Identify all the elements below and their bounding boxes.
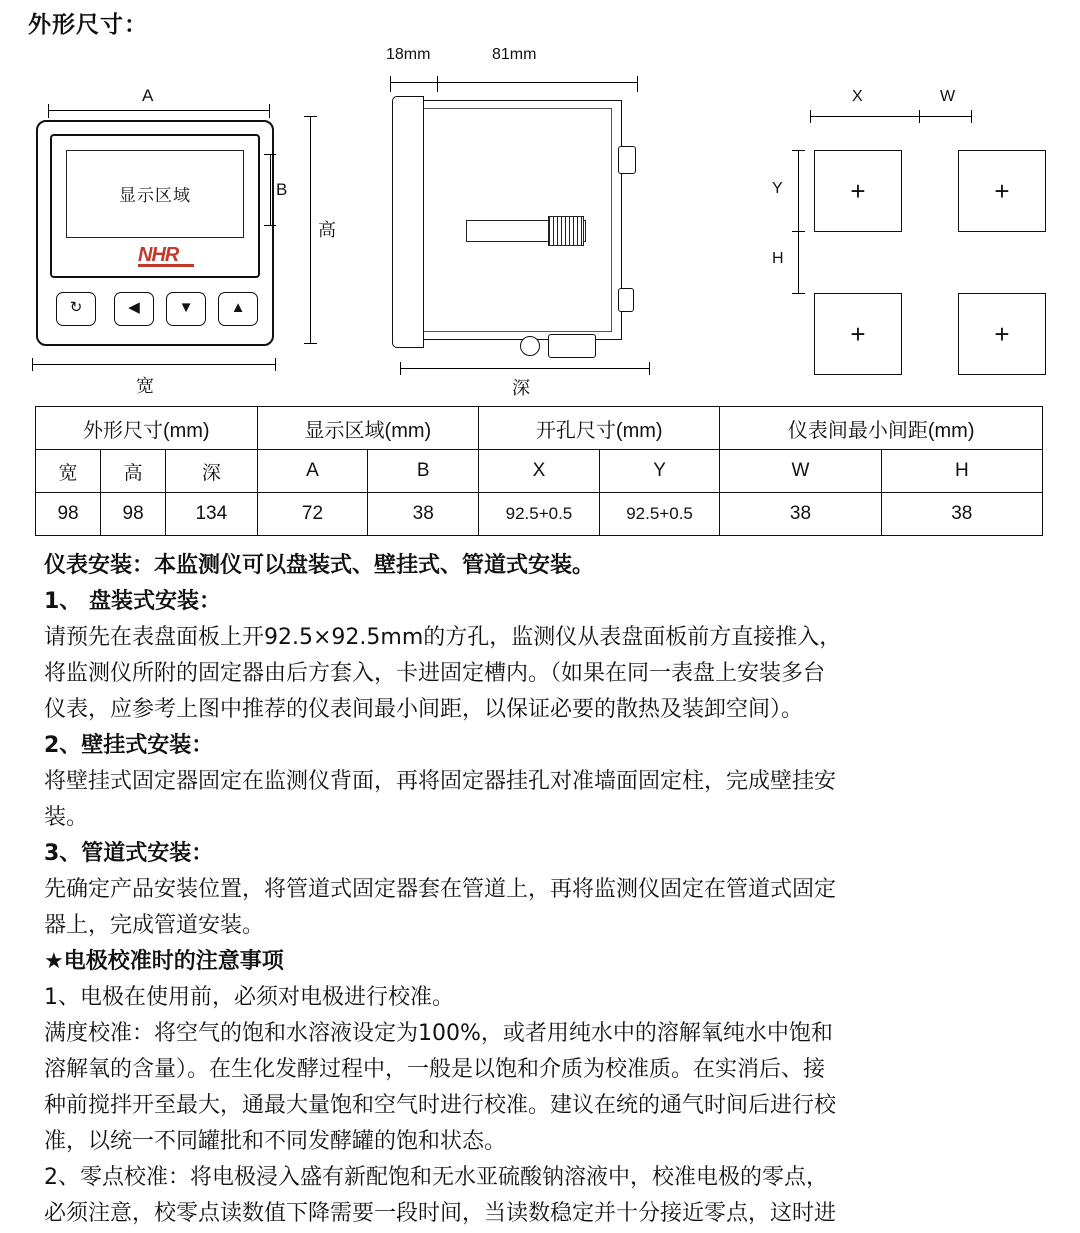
table-row-groups bbox=[36, 407, 1043, 450]
down-button[interactable]: ▼ bbox=[166, 292, 206, 326]
col-header-w: W bbox=[720, 450, 881, 493]
text-line: 3、管道式安装： bbox=[44, 841, 214, 866]
side-view-front-dim: 18mm bbox=[386, 46, 431, 63]
cutout-spacing-diagram bbox=[772, 38, 1080, 378]
width-tick-left bbox=[32, 358, 33, 371]
value-w: 38 bbox=[720, 493, 881, 536]
side-view-clip-top bbox=[618, 146, 636, 174]
dimension-diagrams bbox=[0, 38, 1080, 398]
value-b: 38 bbox=[368, 493, 479, 536]
center-cross-icon: + bbox=[850, 319, 866, 349]
side-dim-tick-1 bbox=[390, 76, 391, 92]
height-label: 高 bbox=[318, 220, 336, 240]
width-label: 宽 bbox=[136, 376, 154, 396]
dim-a-tick-right bbox=[269, 104, 270, 118]
cutout-square-top-left bbox=[814, 150, 902, 232]
panel-inner-frame bbox=[50, 134, 260, 278]
front-view-dim-a-label: A bbox=[142, 86, 154, 105]
table-row-values bbox=[36, 493, 1043, 536]
cutout-square-bottom-right bbox=[958, 293, 1046, 375]
text-line: 溶解氧的含量）。在生化发酵过程中，一般是以饱和介质为校准质。在实消后、接 bbox=[44, 1057, 826, 1082]
height-tick-top bbox=[304, 116, 317, 117]
value-depth: 134 bbox=[166, 493, 257, 536]
text-line: 装。 bbox=[44, 805, 89, 830]
text-line: 器上，完成管道安装。 bbox=[44, 913, 265, 938]
cutout-square-bottom-left bbox=[814, 293, 902, 375]
reset-button[interactable]: ↻ bbox=[56, 292, 96, 326]
text-line: 请预先在表盘面板上开92.5×92.5mm的方孔，监测仪从表盘面板前方直接推入， bbox=[44, 625, 842, 650]
text-line: 将监测仪所附的固定器由后方套入，卡进固定槽内。（如果在同一表盘上安装多台 bbox=[44, 661, 826, 686]
display-area-label: 显示区域 bbox=[119, 186, 191, 205]
width-dim-line bbox=[32, 364, 276, 365]
width-tick-right bbox=[275, 358, 276, 371]
side-view-clip-bottom bbox=[618, 288, 634, 312]
text-line: 1、 盘装式安装： bbox=[44, 589, 221, 614]
text-line: 满度校准：将空气的饱和水溶液设定为100%，或者用纯水中的溶解氧纯水中饱和 bbox=[44, 1021, 833, 1046]
text-line: 种前搅拌开至最大，通最大量饱和空气时进行校准。建议在统的通气时间后进行校 bbox=[44, 1093, 837, 1118]
col-header-b: B bbox=[368, 450, 479, 493]
group-header-outer-dims: 外形尺寸(mm) bbox=[36, 407, 258, 450]
brand-logo-text: NHR bbox=[138, 244, 179, 266]
text-line: 将壁挂式固定器固定在监测仪背面，再将固定器挂孔对准墙面固定柱，完成壁挂安 bbox=[44, 769, 837, 794]
dim-y-label: Y bbox=[772, 180, 783, 197]
center-cross-icon: + bbox=[994, 176, 1010, 206]
depth-dim-line bbox=[400, 368, 650, 369]
dim-x-line bbox=[810, 116, 920, 117]
dim-b-tick-bottom bbox=[264, 225, 276, 226]
group-header-cutout: 开孔尺寸(mm) bbox=[479, 407, 720, 450]
value-height: 98 bbox=[101, 493, 166, 536]
dimension-table bbox=[35, 406, 1043, 536]
dim-y-tick-bottom bbox=[792, 231, 805, 232]
col-header-width: 宽 bbox=[36, 450, 101, 493]
side-view-front-bezel bbox=[392, 96, 424, 348]
text-line: 先确定产品安装位置，将管道式固定器套在管道上，再将监测仪固定在管道式固定 bbox=[44, 877, 837, 902]
instruction-text bbox=[44, 548, 1040, 1232]
dim-b-label: B bbox=[276, 180, 288, 199]
center-cross-icon: + bbox=[850, 176, 866, 206]
dim-b-tick-top bbox=[264, 154, 276, 155]
dim-b-line bbox=[270, 154, 271, 226]
value-x: 92.5+0.5 bbox=[479, 493, 600, 536]
value-width: 98 bbox=[36, 493, 101, 536]
text-line: 必须注意，校零点读数值下降需要一段时间，当读数稳定并十分接近零点，这时进 bbox=[44, 1201, 837, 1226]
dim-a-tick-left bbox=[48, 104, 49, 118]
text-line: 仪表，应参考上图中推荐的仪表间最小间距，以保证必要的散热及装卸空间）。 bbox=[44, 697, 804, 722]
col-header-x: X bbox=[479, 450, 600, 493]
group-header-min-spacing: 仪表间最小间距(mm) bbox=[720, 407, 1043, 450]
col-header-y: Y bbox=[599, 450, 720, 493]
display-screen bbox=[66, 150, 244, 238]
dim-w-label: W bbox=[940, 88, 956, 105]
col-header-depth: 深 bbox=[166, 450, 257, 493]
depth-tick-left bbox=[400, 362, 401, 375]
side-view-top-dim-line bbox=[390, 82, 638, 83]
side-view-depth-dim: 81mm bbox=[492, 46, 537, 63]
value-a: 72 bbox=[257, 493, 368, 536]
text-line: 仪表安装：本监测仪可以盘装式、壁挂式、管道式安装。 bbox=[44, 553, 595, 578]
button-row bbox=[52, 292, 258, 328]
dim-x-tick-left bbox=[810, 110, 811, 123]
text-line: 2、壁挂式安装： bbox=[44, 733, 214, 758]
dim-y-line bbox=[798, 150, 799, 232]
dim-h-line bbox=[798, 232, 799, 294]
col-header-h: H bbox=[881, 450, 1042, 493]
up-button[interactable]: ▲ bbox=[218, 292, 258, 326]
side-view-screw bbox=[520, 336, 540, 356]
text-line: 2、零点校准：将电极浸入盛有新配饱和无水亚硫酸钠溶液中，校准电极的零点， bbox=[44, 1165, 828, 1190]
text-line: ★电极校准时的注意事项 bbox=[44, 949, 284, 974]
side-dim-tick-2 bbox=[437, 76, 438, 92]
side-view-connector-hatch bbox=[548, 216, 584, 246]
col-header-height: 高 bbox=[101, 450, 166, 493]
value-y: 92.5+0.5 bbox=[599, 493, 720, 536]
dim-x-label: X bbox=[852, 88, 863, 105]
dim-x-tick-right bbox=[919, 110, 920, 123]
value-h: 38 bbox=[881, 493, 1042, 536]
left-button[interactable]: ◀ bbox=[114, 292, 154, 326]
instrument-front-panel bbox=[36, 120, 274, 346]
dim-w-line bbox=[920, 116, 972, 117]
dim-h-tick-bottom bbox=[792, 293, 805, 294]
depth-tick-right bbox=[649, 362, 650, 375]
dim-h-label: H bbox=[772, 250, 784, 267]
text-line: 1、电极在使用前，必须对电极进行校准。 bbox=[44, 985, 454, 1010]
depth-label: 深 bbox=[512, 378, 530, 398]
text-line: 准，以统一不同罐批和不同发酵罐的饱和状态。 bbox=[44, 1129, 507, 1154]
center-cross-icon: + bbox=[994, 319, 1010, 349]
table-row-columns bbox=[36, 450, 1043, 493]
page-title: 外形尺寸： bbox=[28, 11, 148, 37]
height-dim-line bbox=[310, 116, 311, 344]
dim-a-line bbox=[48, 110, 270, 111]
brand-logo bbox=[138, 244, 194, 267]
cable-gland bbox=[548, 334, 596, 358]
height-tick-bottom bbox=[304, 343, 317, 344]
side-dim-tick-3 bbox=[637, 76, 638, 92]
col-header-a: A bbox=[257, 450, 368, 493]
group-header-display-area: 显示区域(mm) bbox=[257, 407, 479, 450]
dim-y-tick-top bbox=[792, 150, 805, 151]
cutout-square-top-right bbox=[958, 150, 1046, 232]
dim-w-tick-right bbox=[971, 110, 972, 123]
